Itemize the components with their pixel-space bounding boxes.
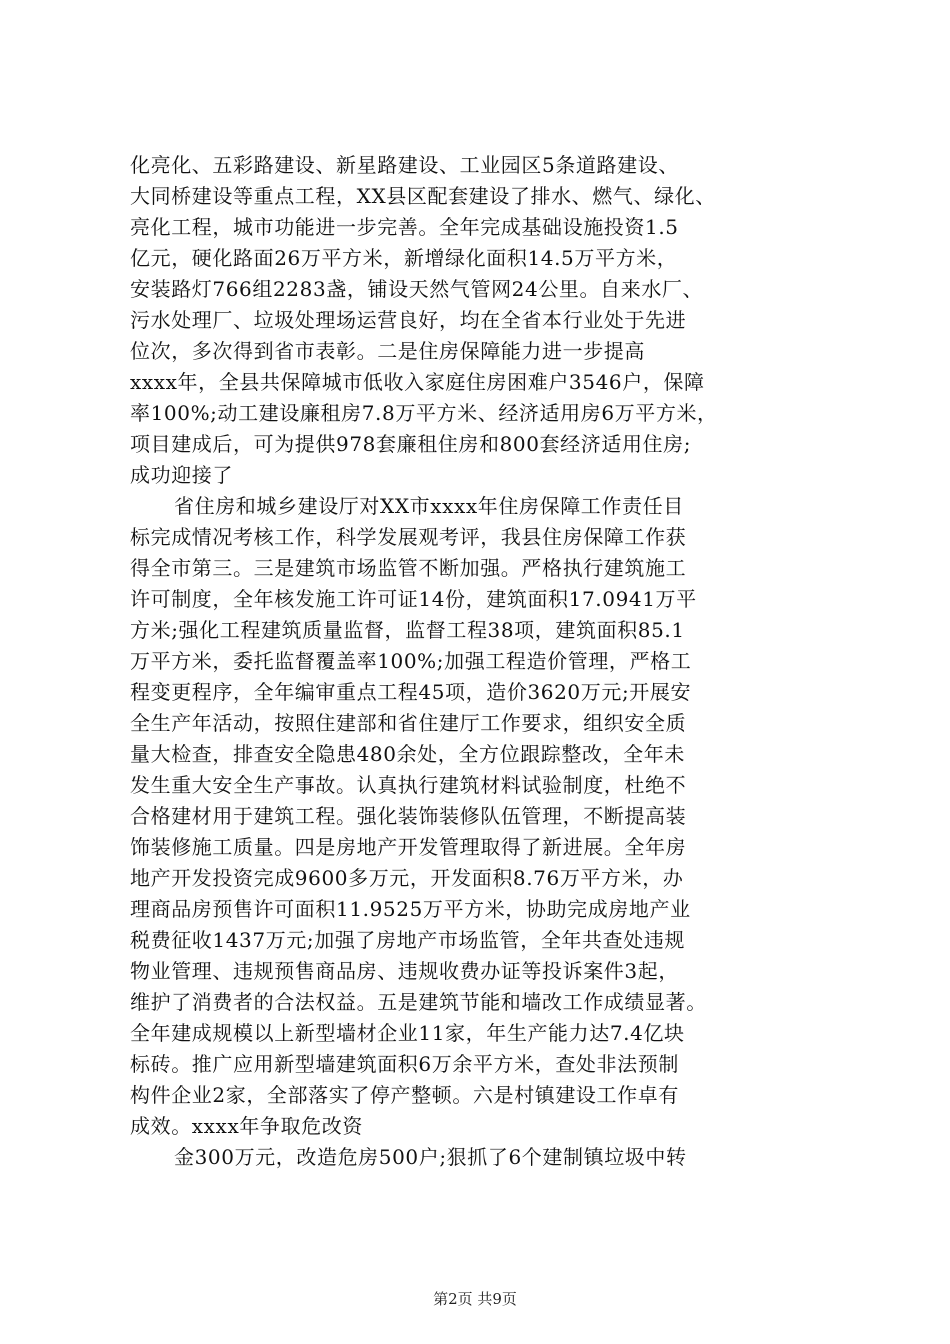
text-line-12: 省住房和城乡建设厅对XX市xxxx年住房保障工作责任目 [174,494,684,518]
text-line-25: 理商品房预售许可面积11.9525万平方米，协助完成房地产业 [130,897,691,921]
text-line-14: 得全市第三。三是建筑市场监管不断加强。严格执行建筑施工 [130,556,687,580]
body-text [130,150,830,1173]
text-line-7: 位次，多次得到省市表彰。二是住房保障能力进一步提高 [130,339,645,363]
text-line-31: 构件企业2家，全部落实了停产整顿。六是村镇建设工作卓有 [130,1083,679,1107]
text-line-15: 许可制度，全年核发施工许可证14份，建筑面积17.0941万平 [130,587,697,611]
text-line-21: 发生重大安全生产事故。认真执行建筑材料试验制度，杜绝不 [130,773,687,797]
text-line-13: 标完成情况考核工作，科学发展观考评，我县住房保障工作获 [130,525,687,549]
text-line-1: 化亮化、五彩路建设、新星路建设、工业园区5条道路建设、 [130,153,679,177]
text-line-23: 饰装修施工质量。四是房地产开发管理取得了新进展。全年房 [130,835,687,859]
text-line-8: xxxx年，全县共保障城市低收入家庭住房困难户3546户，保障 [130,370,705,394]
text-line-18: 程变更程序，全年编审重点工程45项，造价3620万元;开展安 [130,680,692,704]
text-line-6: 污水处理厂、垃圾处理场运营良好，均在全省本行业处于先进 [130,308,687,332]
text-line-17: 万平方米，委托监督覆盖率100%;加强工程造价管理，严格工 [130,649,692,673]
text-line-5: 安装路灯766组2283盏，铺设天然气管网24公里。自来水厂、 [130,277,704,301]
text-line-22: 合格建材用于建筑工程。强化装饰装修队伍管理，不断提高装 [130,804,687,828]
text-line-30: 标砖。推广应用新型墙建筑面积6万余平方米，查处非法预制 [130,1052,679,1076]
text-line-11: 成功迎接了 [130,463,233,487]
text-line-33: 金300万元，改造危房500户;狠抓了6个建制镇垃圾中转 [174,1145,687,1169]
text-line-3: 亮化工程，城市功能进一步完善。全年完成基础设施投资1.5 [130,215,679,239]
text-line-9: 率100%;动工建设廉租房7.8万平方米、经济适用房6万平方米， [130,401,718,425]
text-line-20: 量大检查，排查安全隐患480余处，全方位跟踪整改，全年未 [130,742,685,766]
text-line-32: 成效。xxxx年争取危改资 [130,1114,363,1138]
page-number: 第2页 共9页 [433,1290,517,1308]
text-line-2: 大同桥建设等重点工程，XX县区配套建设了排水、燃气、绿化、 [130,184,716,208]
page-footer [0,1288,950,1309]
text-line-19: 全生产年活动，按照住建部和省住建厅工作要求，组织安全质 [130,711,687,735]
text-line-4: 亿元，硬化路面26万平方米，新增绿化面积14.5万平方米， [130,246,678,270]
text-line-29: 全年建成规模以上新型墙材企业11家，年生产能力达7.4亿块 [130,1021,685,1045]
text-line-24: 地产开发投资完成9600多万元，开发面积8.76万平方米，办 [130,866,684,890]
text-line-26: 税费征收1437万元;加强了房地产市场监管，全年共查处违规 [130,928,686,952]
text-line-28: 维护了消费者的合法权益。五是建筑节能和墙改工作成绩显著。 [130,990,707,1014]
text-line-16: 方米;强化工程建筑质量监督，监督工程38项，建筑面积85.1 [130,618,685,642]
text-line-10: 项目建成后，可为提供978套廉租住房和800套经济适用住房; [130,432,692,456]
text-line-27: 物业管理、违规预售商品房、违规收费办证等投诉案件3起， [130,959,679,983]
